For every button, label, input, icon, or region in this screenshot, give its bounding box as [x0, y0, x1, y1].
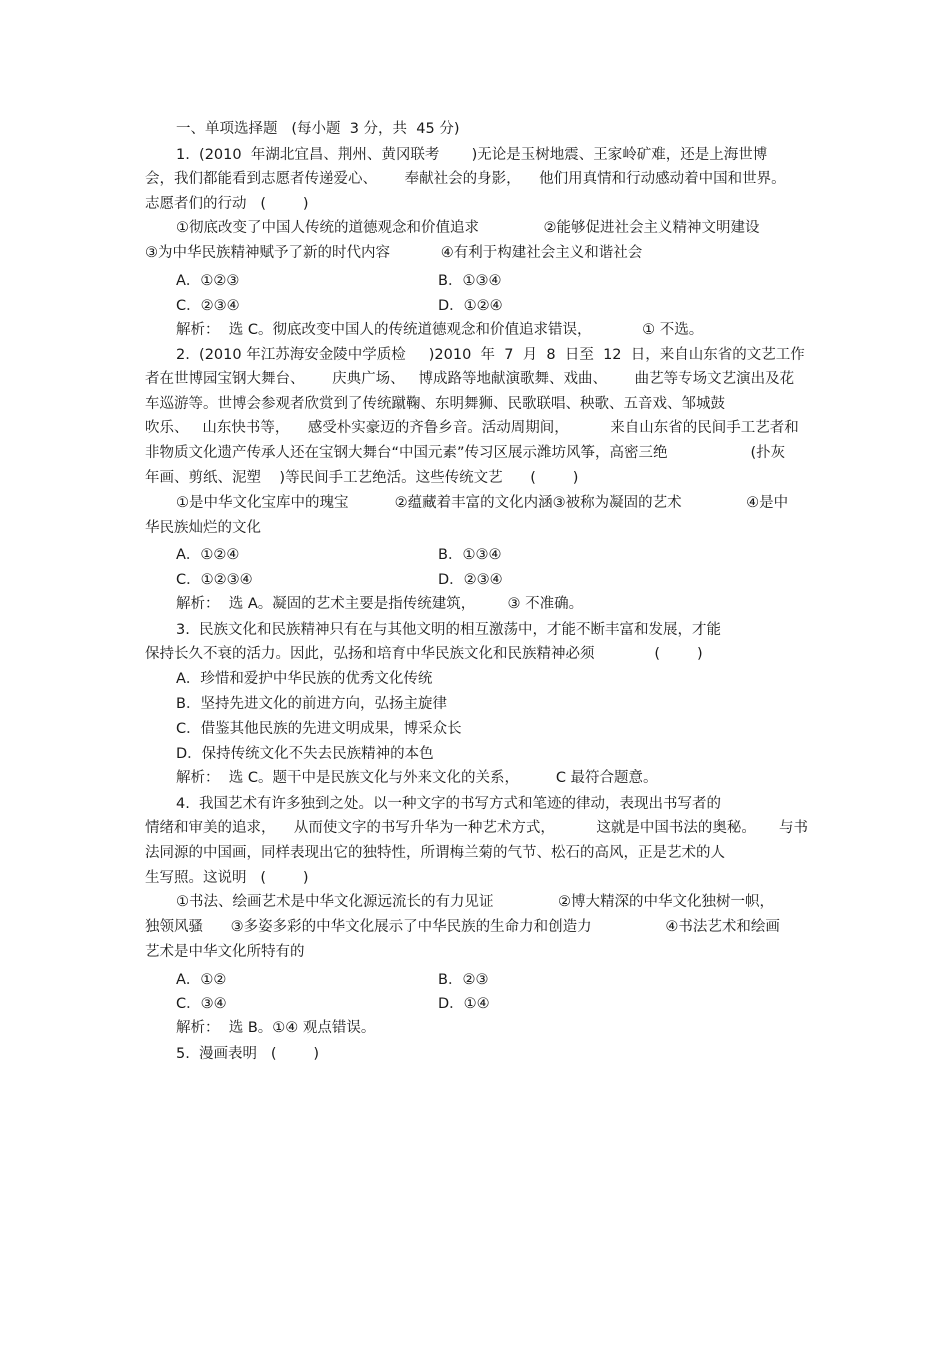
- q1-stem-line-1: 1. (2010 年湖北宜昌、荆州、黄冈联考 )无论是玉树地震、王家岭矿难，还是上海世博: [176, 147, 768, 163]
- q3-stem-line-2: 保持长久不衰的活力。因此，弘扬和培育中华民族文化和民族精神必须 ( ): [145, 646, 703, 662]
- q3-option-b: B．坚持先进文化的前进方向，弘扬主旋律: [176, 696, 447, 712]
- q4-statement-1: ①书法、绘画艺术是中华文化源远流长的有力见证 ②博大精深的中华文化独树一帜，: [176, 894, 775, 910]
- q1-option-a: A．①②③: [176, 273, 240, 289]
- q2-option-d: D．②③④: [438, 572, 503, 588]
- q3-analysis: 解析： 选 C。题干中是民族文化与外来文化的关系， C 最符合题意。: [176, 770, 658, 786]
- q4-stem-line-4: 生写照。这说明 ( ): [145, 870, 309, 886]
- q3-option-a: A．珍惜和爱护中华民族的优秀文化传统: [176, 671, 433, 687]
- q2-option-c: C．①②③④: [176, 572, 253, 588]
- q2-stem-line-5: 非物质文化遗产传承人还在宝钢大舞台“中国元素”传习区展示潍坊风筝，高密三绝 (扑灰: [145, 445, 786, 461]
- q5-stem: 5. 漫画表明 ( ): [176, 1046, 320, 1062]
- q1-option-c: C．②③④: [176, 298, 240, 314]
- q2-stem-line-2: 者在世博园宝钢大舞台、 庆典广场、 博成路等地献演歌舞、戏曲、 曲艺等专场文艺演出及花: [145, 371, 795, 387]
- q4-stem-line-2: 情绪和审美的追求， 从而使文字的书写升华为一种艺术方式， 这就是中国书法的奥秘。 与书: [145, 820, 808, 836]
- section-title: 一、单项选择题 (每小题 3 分，共 45 分): [176, 121, 460, 137]
- q3-option-c: C．借鉴其他民族的先进文明成果，博采众长: [176, 721, 462, 737]
- q1-option-b: B．①③④: [438, 273, 502, 289]
- q4-option-b: B．②③: [438, 972, 489, 988]
- q4-stem-line-1: 4. 我国艺术有许多独到之处。以一种文字的书写方式和笔迹的律动，表现出书写者的: [176, 796, 722, 812]
- q2-stem-line-6: 年画、剪纸、泥塑 )等民间手工艺绝活。这些传统文艺 ( ): [145, 470, 579, 486]
- q4-statement-2: 独领风骚 ③多姿多彩的中华文化展示了中华民族的生命力和创造力 ④书法艺术和绘画: [145, 919, 780, 935]
- q4-stem-line-3: 法同源的中国画，同样表现出它的独特性，所谓梅兰菊的气节、松石的高风，正是艺术的人: [145, 845, 725, 861]
- q1-option-d: D．①②④: [438, 298, 503, 314]
- q3-option-d: D．保持传统文化不失去民族精神的本色: [176, 746, 434, 762]
- q2-stem-line-4: 吹乐、 山东快书等， 感受朴实豪迈的齐鲁乡音。活动周期间， 来自山东省的民间手工艺者和: [145, 420, 799, 436]
- q2-stem-line-1: 2. (2010 年江苏海安金陵中学质检 )2010 年 7 月 8 日至 12 日，来自山东省的文艺工作: [176, 347, 805, 363]
- q4-option-a: A．①②: [176, 972, 227, 988]
- q4-option-c: C．③④: [176, 996, 227, 1012]
- q2-option-a: A．①②④: [176, 547, 240, 563]
- q1-analysis: 解析： 选 C。彻底改变中国人的传统道德观念和价值追求错误， ① 不选。: [176, 322, 704, 338]
- q1-stem-line-3: 志愿者们的行动 ( ): [145, 196, 309, 212]
- q2-statement-1: ①是中华文化宝库中的瑰宝 ②蕴藏着丰富的文化内涵③被称为凝固的艺术 ④是中: [176, 495, 789, 511]
- q2-analysis: 解析： 选 A。凝固的艺术主要是指传统建筑， ③ 不准确。: [176, 596, 584, 612]
- q2-option-b: B．①③④: [438, 547, 502, 563]
- q4-option-d: D．①④: [438, 996, 490, 1012]
- q2-statement-2: 华民族灿烂的文化: [145, 520, 261, 536]
- q4-analysis: 解析： 选 B。①④ 观点错误。: [176, 1020, 376, 1036]
- q1-statement-1: ①彻底改变了中国人传统的道德观念和价值追求 ②能够促进社会主义精神文明建设: [176, 220, 760, 236]
- q2-stem-line-3: 车巡游等。世博会参观者欣赏到了传统蹴鞠、东明舞狮、民歌联唱、秧歌、五音戏、邹城鼓: [145, 396, 725, 412]
- q1-statement-2: ③为中华民族精神赋予了新的时代内容 ④有利于构建社会主义和谐社会: [145, 245, 643, 261]
- q1-stem-line-2: 会，我们都能看到志愿者传递爱心、 奉献社会的身影， 他们用真情和行动感动着中国和世界。: [145, 171, 786, 187]
- q3-stem-line-1: 3. 民族文化和民族精神只有在与其他文明的相互激荡中，才能不断丰富和发展，才能: [176, 622, 722, 638]
- q4-statement-3: 艺术是中华文化所特有的: [145, 944, 305, 960]
